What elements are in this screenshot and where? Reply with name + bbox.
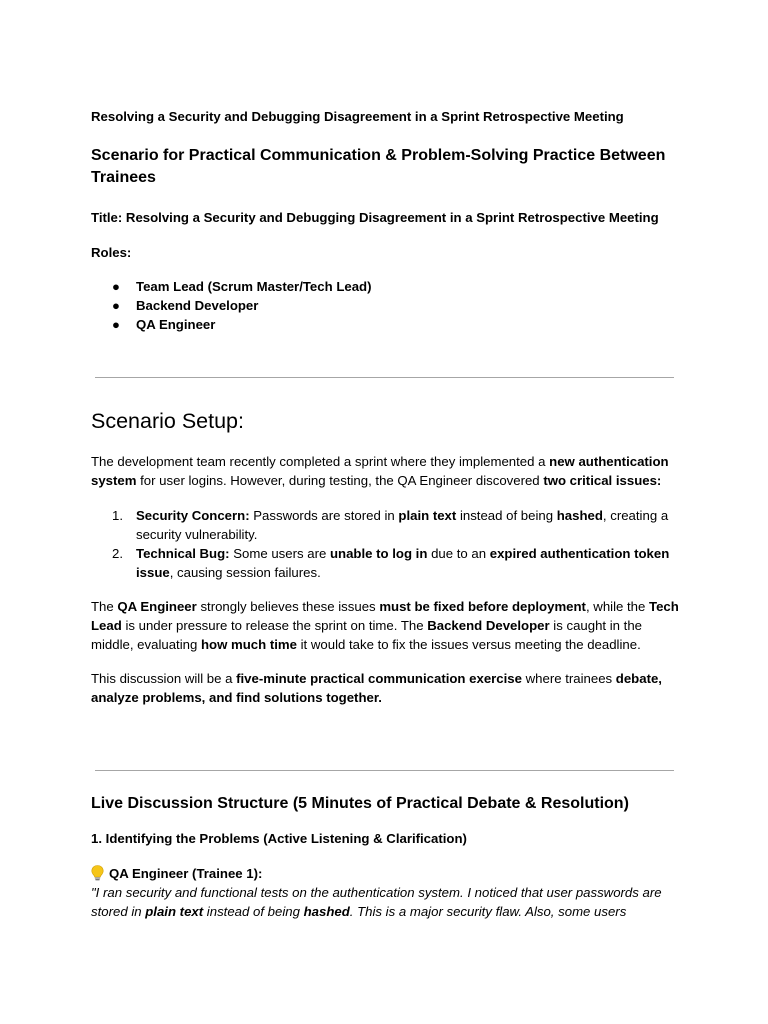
list-item	[91, 506, 681, 544]
list-number: 1.	[112, 508, 123, 523]
scenario-subtitle: Scenario for Practical Communication & Problem-Solving Practice Between Trainees	[91, 147, 666, 186]
bold-run: QA Engineer	[117, 599, 197, 614]
list-item	[91, 544, 681, 582]
bold-run: hashed	[556, 508, 603, 523]
issues-list	[91, 506, 681, 582]
bold-run: Technical Bug:	[136, 546, 230, 561]
bold-run: plain text	[145, 904, 204, 919]
text-run: This discussion will be a	[91, 671, 237, 686]
role-label: QA Engineer	[136, 317, 216, 332]
text-run: The development team recently completed a sprint where they implemented a	[91, 454, 550, 469]
text-run: , causing session failures.	[169, 565, 321, 580]
bold-run: new authentication system	[91, 454, 669, 488]
list-item	[91, 277, 681, 296]
bullet-icon: ●	[112, 317, 120, 332]
list-item	[91, 296, 681, 315]
bold-run: must be fixed before deployment	[379, 599, 586, 614]
divider	[95, 377, 674, 378]
speaker-name: QA Engineer (Trainee 1):	[109, 866, 263, 881]
bold-run: plain text	[398, 508, 457, 523]
text-run: instead of being	[203, 904, 304, 919]
lightbulb-icon	[91, 865, 104, 881]
speaker-quote	[91, 883, 681, 921]
text-run: Passwords are stored in	[249, 508, 399, 523]
text-run: The	[91, 599, 118, 614]
role-label: Team Lead (Scrum Master/Tech Lead)	[136, 279, 372, 294]
text-run: "I ran security and functional tests on the authentication system. I noticed that user passwords are stored in	[91, 885, 662, 919]
setup-paragraph	[91, 669, 681, 707]
list-number: 2.	[112, 546, 123, 561]
text-run: is under pressure to release the sprint on time. The	[121, 618, 428, 633]
divider	[95, 770, 674, 771]
bold-run: two critical issues:	[543, 473, 662, 488]
setup-section	[91, 408, 681, 707]
text-run: it would take to fix the issues versus meeting the deadline.	[296, 637, 641, 652]
bold-run: unable to log in	[329, 546, 428, 561]
discussion-heading: Live Discussion Structure (5 Minutes of Practical Debate & Resolution)	[91, 795, 629, 812]
text-run: due to an	[427, 546, 490, 561]
role-label: Backend Developer	[136, 298, 259, 313]
bold-run: Security Concern:	[136, 508, 250, 523]
text-run: , while the	[585, 599, 650, 614]
roles-list	[91, 277, 681, 334]
document-heading: Resolving a Security and Debugging Disagreement in a Sprint Retrospective Meeting	[91, 109, 624, 124]
bold-run: how much time	[200, 637, 297, 652]
text-run: , creating a security vulnerability.	[136, 508, 669, 542]
setup-paragraph	[91, 597, 681, 654]
setup-paragraph	[91, 452, 681, 490]
roles-label: Roles:	[91, 245, 132, 260]
bold-run: five-minute practical communication exercise	[236, 671, 522, 686]
list-item	[91, 315, 681, 334]
scenario-title: Title: Resolving a Security and Debugging Disagreement in a Sprint Retrospective Meeting	[91, 210, 659, 225]
text-run: Some users are	[229, 546, 330, 561]
speaker-line	[91, 864, 681, 883]
discussion-section	[91, 793, 681, 921]
text-run: instead of being	[456, 508, 557, 523]
text-run: is caught in the middle, evaluating	[91, 618, 642, 652]
bold-run: debate, analyze problems, and find solutions together.	[91, 671, 662, 705]
bold-run: Backend Developer	[427, 618, 550, 633]
document-content	[91, 108, 681, 334]
setup-heading: Scenario Setup:	[91, 409, 244, 433]
bold-run: Tech Lead	[91, 599, 679, 633]
text-run: . This is a major security flaw. Also, some users	[349, 904, 627, 919]
bold-run: expired authentication token issue	[136, 546, 670, 580]
text-run: for user logins. However, during testing, the QA Engineer discovered	[136, 473, 544, 488]
text-run: strongly believes these issues	[196, 599, 380, 614]
text-run: where trainees	[521, 671, 616, 686]
bold-run: hashed	[303, 904, 350, 919]
step-heading: 1. Identifying the Problems (Active Listening & Clarification)	[91, 831, 467, 846]
bullet-icon: ●	[112, 279, 120, 294]
bullet-icon: ●	[112, 298, 120, 313]
